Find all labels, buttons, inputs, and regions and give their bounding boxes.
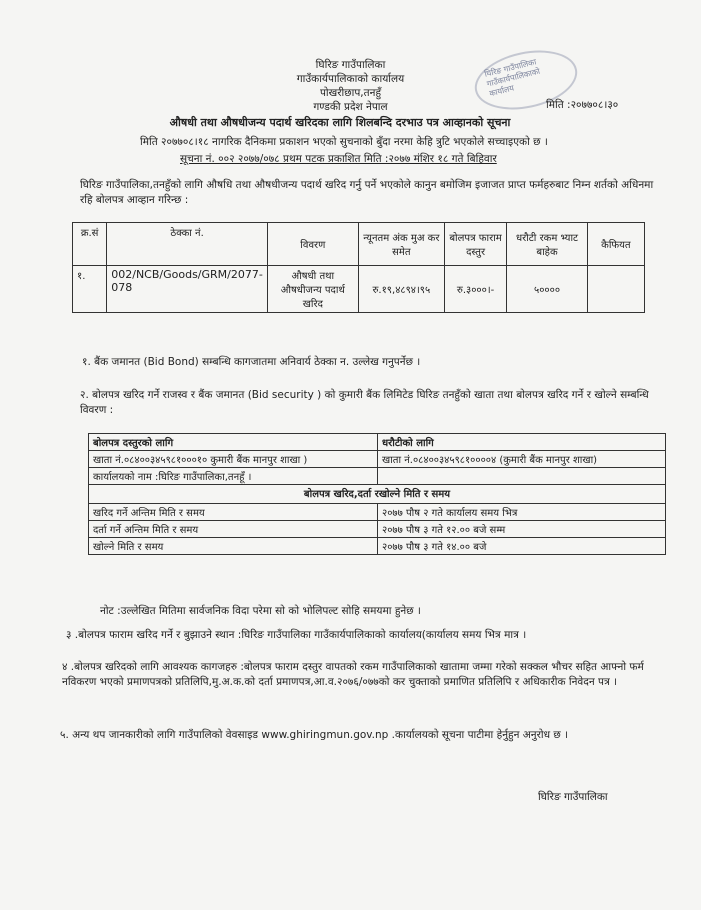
table-row (89, 451, 666, 468)
schedule-label: दर्ता गर्ने अन्तिम मिति र समय (89, 521, 378, 538)
table-row (73, 266, 645, 313)
table-row (89, 504, 666, 521)
office-account-name: कार्यालयको नाम :घिरिङ गाउँपालिका,तनहूँ । (89, 468, 378, 485)
holiday-note: नोट :उल्लेखित मितिमा सार्वजनिक विदा परेमा सो को भोलिपल्ट सोहि समयमा हुनेछ । (100, 605, 421, 617)
tender-table-header (73, 223, 645, 266)
cell-description: औषधी तथा औषधीजन्य पदार्थ खरिद (267, 266, 358, 313)
table-row (89, 485, 666, 504)
tender-table (72, 222, 645, 313)
col-form-fee: बोलपत्र फाराम दस्तुर (444, 223, 506, 266)
table-row (89, 521, 666, 538)
col-contract-no: ठेक्का नं. (107, 223, 268, 266)
schedule-label: खोल्ने मिति र समय (89, 538, 378, 555)
table-row (89, 538, 666, 555)
notice-number: सूचना नं. ००२ २०७७/०७८ प्रथम पटक प्रकाशित मिति :२०७७ मंशिर १८ गते बिहिवार (180, 153, 497, 165)
schedule-value: २०७७ पौष ३ गते १२.०० बजे सम्म (378, 521, 666, 538)
office-address: पोखरीछाप,तनहुँ (319, 87, 382, 99)
point-5: ५. अन्य थप जानकारीको लागि गाउँपालिको वेवसाइड www.ghiringmun.gov.np .कार्यालयको सूचना पाटीमा हेर्नुहुन अनुरोध छ । (60, 729, 569, 741)
notice-date: मिति :२०७७०८।३० (546, 99, 619, 111)
col-sn: क्र.सं (73, 223, 107, 266)
col-min-amount: न्यूनतम अंक मुअ कर समेत (358, 223, 444, 266)
deposit-account-number: खाता नं.०८४००३४५९८१००००४ (कुमारी बैंक मानपुर शाखा) (378, 451, 666, 468)
table-row (89, 434, 666, 451)
point-3: ३ .बोलपत्र फाराम खरिद गर्ने र बुझाउने स्थान :घिरिङ गाउँपालिका गाउँकार्यपालिकाको कार्यालय(कार्यालय समय भित्र मात्र । (66, 629, 527, 641)
cell-form-fee: रु.३०००।- (444, 266, 506, 313)
intro-paragraph: घिरिङ गाउँपालिका,तनहुँको लागि औषधि तथा औषधीजन्य पदार्थ खरिद गर्नु पर्ने भएकोले कानुन बमोजिम इजाजत प्राप्त फर्महरुबाट निम्न शर्तको अधिनमा रहि बोलपत्र आव्हान गरिन्छ : (80, 179, 654, 206)
notice-title: औषधी तथा औषधीजन्य पदार्थ खरिदका लागि शिलबन्दि दरभाउ पत्र आव्हानको सूचना (169, 116, 511, 129)
cell-remarks (587, 266, 644, 313)
deposit-account-heading: धरौटीको लागि (378, 434, 666, 451)
point-2: २. बोलपत्र खरिद गर्ने राजस्व र बैंक जमानत (Bid security ) को कुमारी बैंक लिमिटेड घिरिङ तनहुँको खाता तथा बोलपत्र खरिद गर्ने र खोल्ने सम्बन्धि विवरण : (80, 389, 649, 416)
point-1: १. बैंक जमानत (Bid Bond) सम्बन्धि कागजातमा अनिवार्य ठेक्का न. उल्लेख गनुपर्नेछ । (82, 356, 421, 368)
col-remarks: कैफियत (587, 223, 644, 266)
schedule-value: २०७७ पौष २ गते कार्यालय समय भित्र (378, 504, 666, 521)
correction-note: मिति २०७७०८।१८ नागरिक दैनिकमा प्रकाशन भएको सुचनाको बुँदा नरमा केहि त्रुटि भएकोले सच्चाइएको छ । (140, 136, 548, 148)
municipality-name: घिरिङ गाउँपालिका (315, 59, 386, 71)
fee-account-heading: बोलपत्र दस्तुरको लागि (89, 434, 378, 451)
col-deposit: धरौटी रकम भ्याट बाहेक (507, 223, 588, 266)
signature-block: घिरिङ गाउँपालिका (538, 791, 608, 803)
cell-sn: १. (73, 266, 107, 313)
account-details-table (88, 433, 666, 555)
cell-contract-no: 002/NCB/Goods/GRM/2077-078 (107, 266, 268, 313)
cell-min-amount: रु.१९,४८९४।९५ (358, 266, 444, 313)
province-name: गण्डकी प्रदेश नेपाल (313, 101, 388, 113)
schedule-value: २०७७ पौष ३ गते १४.०० बजे (378, 538, 666, 555)
cell-deposit: ५०००० (507, 266, 588, 313)
table-row (89, 468, 666, 485)
point-4: ४ .बोलपत्र खरिदको लागि आवश्यक कागजहरु :बोलपत्र फाराम दस्तुर वापतको रकम गाउँपालिकाको खातामा जम्मा गरेको सक्कल भौचर सहित आफ्नो फर्म नविकरण भएको प्रमाणपत्रको प्रतिलिपि,मु.अ.क.को दर्ता प्रमाणपत्र,आ.व.२०७६/०७७को कर चुक्ताको प्रमाणित प्रतिलिपि र अधिकारीक निवेदन पत्र । (62, 661, 644, 688)
office-stamp-text: घिरिङ गाउँपालिका गाउँकार्यपालिकाको कार्यालय (483, 57, 541, 99)
col-description: विवरण (267, 223, 358, 266)
office-name: गाउँकार्यपालिकाको कार्यालय (296, 73, 405, 85)
schedule-label: खरिद गर्ने अन्तिम मिति र समय (89, 504, 378, 521)
empty-cell (378, 468, 666, 485)
schedule-section-heading: बोलपत्र खरिद,दर्ता रखोल्ने मिति र समय (89, 485, 666, 504)
fee-account-number: खाता नं.०८४००३४५९८१०००१० कुमारी बैंक मानपुर शाखा ) (89, 451, 378, 468)
